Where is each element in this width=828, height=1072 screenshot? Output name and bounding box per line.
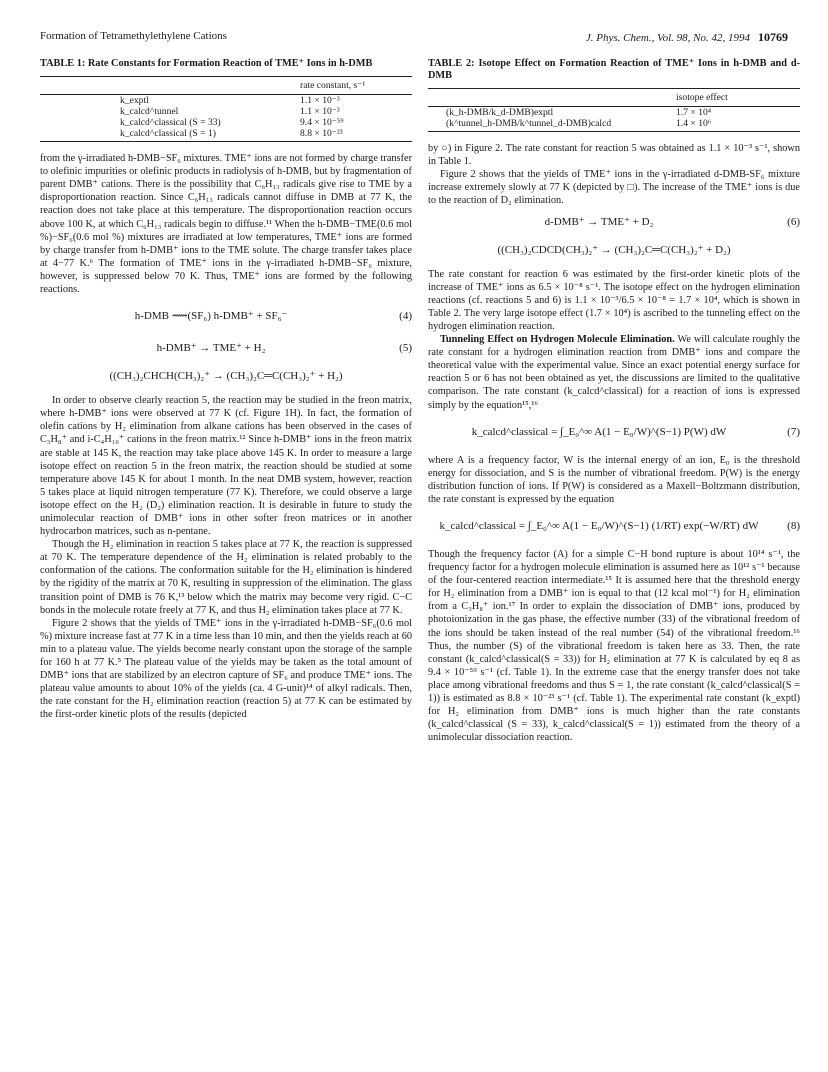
- journal-citation: J. Phys. Chem., Vol. 98, No. 42, 1994 10769: [585, 30, 788, 44]
- table-row: (k^tunnel_h-DMB/k^tunnel_d-DMB)calcd 1.4 × 10⁶: [428, 118, 800, 132]
- table2-caption: TABLE 2: Isotope Effect on Formation Reaction of TME⁺ Ions in h-DMB and d-DMB: [428, 58, 800, 81]
- paragraph: from the γ-irradiated h-DMB−SF₆ mixtures. TME⁺ ions are not formed by charge transfer to olefinic impurities or olefinic products in radiolysis of h-DMB, but by fragmentation of parent DMB⁺ cations. There is the possibility that C₆H₁₃ radicals give rise to TME by a disproportionation reaction. Since C₆H₁₃ radicals cannot diffuse in DMB at 77 K, the reaction does not take place at this temperature. The disproportionation reaction occurs above 100 K, at which C₆H₁₃ radicals begin to diffuse.¹¹ When the h-DMB−TME(0.6 mol %)−SF₆(0.6 mol %) mixtures are irradiated at low temperatures, TME⁺ ions are formed by charge transfer from h-DMB⁺ ions to the TME solute. The charge transfer takes place at 4−77 K.⁶ The formation of TME⁺ ions in the γ-irradiated h-DMB−SF₆ mixture, however, is suppressed below 70 K. Thus, TME⁺ ions are formed by the following reactions.: [40, 153, 412, 296]
- equation-number: (8): [787, 519, 800, 532]
- equation-number: (7): [787, 425, 800, 438]
- equation-number: (5): [399, 342, 412, 355]
- equation-6-structure: ((CH₃)₂CDCD(CH₃)₂⁺ → (CH₃)₂C═C(CH₃)₂⁺ + D₂): [497, 243, 731, 256]
- table-row: (k_h-DMB/k_d-DMB)exptl 1.7 × 10⁴: [446, 107, 712, 119]
- paragraph: Tunneling Effect on Hydrogen Molecule Elimination. We will calculate roughly the rate constant for a hydrogen elimination reaction from DMB⁺ ions and compare the theoretical value with the experimental value. Since an exact potential energy surface for reaction 5 or 6 has not been obtained as yet, the discussions are limited to the qualitative comparison. The rate constant (k_calcd^classical) for a reaction of ions is expressed simply by the equation¹⁵,¹⁶: [428, 334, 801, 411]
- paragraph: where A is a frequency factor, W is the internal energy of an ion, E₀ is the threshold energy for dissociation, and S is the number of vibrational freedom. P(W) is the energy distribution function of ions. If P(W) is considered as a Maxell−Boltzmann distribution, the rate constant is expressed by the equation: [428, 454, 800, 505]
- left-column: [40, 58, 412, 721]
- paragraph: In order to observe clearly reaction 5, the reaction may be studied in the freon matrix, where h-DMB⁺ ions were observed at 77 K (cf. Figure 1H). In fact, the formation of olefin cations by H₂ elimination from alkane cations has been observed in the cases of C₃H₈⁺ and i-C₄H₁₀⁺ cations in the freon matrix.¹² Since h-DMB⁺ ions in the freon matrix are stable at 145 K, the reaction may take place above 145 K. In order to measure a large isotope effect on reaction 5 in the freon matrix, the reaction should be studied at some temperature above 145 K for about 1 month. In the neat DMB system, however, reaction 5 takes place at liquid nitrogen temperature (77 K). Therefore, we could observe a large isotope effect on the H₂ (D₂) elimination reaction. It is desirable in future to study the unimolecular reaction of DMB⁺ ions in other softer freon matrices or in another hydrocarbon matrices, such as n-pentane.: [40, 395, 412, 538]
- section-heading: Tunneling Effect on Hydrogen Molecule Elimination.: [440, 334, 675, 346]
- paragraph: Figure 2 shows that the yields of TME⁺ ions in the γ-irradiated h-DMB−SF₆(0.6 mol %) mixture increase fast at 77 K in a time less than 10 min, and then the yields reach at 60 min to a plateau value. The yields become nearly constant upon the storage of the sample for 160 h at 77 K.⁵ The plateau value of the yields may be taken as the total amount of DMB⁺ ions that are stabilized by an electron capture of SF₆ and produce TME⁺ ions. The plateau value amounts to about 10% of the yields (ca. 4 G-unit)¹⁴ of alkyl radicals. Then, the rate constant for the H₂ elimination reaction (reaction 5) at 77 K can be estimated by the first-order kinetic plots of the results (depicted: [40, 617, 413, 721]
- table1: [40, 76, 412, 142]
- equation-number: (6): [787, 215, 800, 228]
- equation-6: d-DMB⁺ → TME⁺ + D₂ (6): [544, 215, 800, 228]
- table2: [428, 88, 800, 132]
- equation-7: k_calcd^classical = ∫_E₀^∞ A(1 − E₀/W)^(S−1) P(W) dW (7): [471, 425, 800, 438]
- equation-number: (4): [399, 310, 412, 323]
- table1-column-header: rate constant, s⁻¹: [300, 77, 412, 95]
- paragraph: Figure 2 shows that the yields of TME⁺ ions in the γ-irradiated d-DMB-SF₆ mixture increase extremely slowly at 77 K (depicted by □). The increase of the TME⁺ ions is due to the reaction of D₂ elimination.: [428, 169, 800, 207]
- table-row: k_calcd^tunnel 1.1 × 10⁻³: [120, 106, 340, 118]
- equation-5: h-DMB⁺ → TME⁺ + H₂ (5): [156, 342, 412, 355]
- running-header: [40, 30, 788, 46]
- right-column: [428, 58, 800, 744]
- equation-4: h-DMB ⟿(SF₆) h-DMB⁺ + SF₆⁻ (4): [134, 310, 412, 323]
- equation-5-structure: ((CH₃)₂CHCH(CH₃)₂⁺ → (CH₃)₂C═C(CH₃)₂⁺ + H₂): [109, 370, 343, 383]
- table2-caption-text: Isotope Effect on Formation Reaction of TME⁺ Ions in h-DMB and d-DMB: [428, 58, 800, 81]
- table-row: k_exptl 1.1 × 10⁻³: [120, 95, 340, 107]
- page-number: 10769: [758, 30, 788, 44]
- paragraph: by ○) in Figure 2. The rate constant for reaction 5 was obtained as 1.1 × 10⁻³ s⁻¹, shown in Table 1.: [428, 143, 800, 168]
- table1-caption-text: Rate Constants for Formation Reaction of TME⁺ Ions in h-DMB: [87, 58, 373, 69]
- paragraph: Though the H₂ elimination in reaction 5 takes place at 77 K, the reaction is suppressed at 70 K. The temperature dependence of the H₂ elimination is related probably to the conformation of the cations. The conformation suitable for the H₂ elimination is hindered by the rigidity of the matrix at 70 K, resulting in suppression of the elimination. The glass transition point of DMB is 76 K,¹³ below which the matrix may become very rigid. C−C bonds in the molecule rotate freely at 77 K, and thus H₂ elimination takes place at 77 K.: [40, 539, 412, 616]
- table-row: k_calcd^classical (S = 33) 9.4 × 10⁻⁵⁹: [120, 117, 344, 129]
- table2-column-header: isotope effect: [676, 89, 800, 107]
- equation-8: k_calcd^classical = ∫_E₀^∞ A(1 − E₀/W)^(S−1) (1/RT) exp(−W/RT) dW (8): [439, 519, 800, 532]
- paragraph: Though the frequency factor (A) for a simple C−H bond rupture is about 10¹⁴ s⁻¹, the frequency factor for a hydrogen molecule elimination is assumed here as 10¹² s⁻¹ because of the four-centered reaction intermediate.¹⁵ It is assumed here that the threshold energy for H₂ elimination from a DMB⁺ ion is equal to that (12 kcal mol⁻¹) for H₂ elimination from a C₃H₈⁺ ion.¹⁷ In order to explain the dissociation of DMB⁺ ions, produced by photoionization in the gas phase, the effective number (33) of the vibrational freedom of the ions should be taken instead of the real number (54) of the vibrational freedom.¹⁶ Thus, the number (S) of the vibrational freedom is taken here as 33. Then, the rate constant (k_calcd^classical(S = 33)) for H₂ elimination at 77 K is calculated by eq 8 as 9.4 × 10⁻⁵⁹ s⁻¹ (cf. Table 1). In the extreme case that the energy transfer does not take place among vibrational freedoms and thus S = 1, the rate constant (k_calcd^classical(S = 1)) is estimated as 8.8 × 10⁻²³ s⁻¹ (cf. Table 1). The experimental rate constant (k_exptl) for H₂ elimination from DMB⁺ ions is much higher than the rate constants (k_calcd^classical (S = 33), k_calcd^classical(S = 1)) estimated from the theory of a unimolecular dissociation reaction.: [428, 548, 800, 744]
- table1-caption: TABLE 1: Rate Constants for Formation Reaction of TME⁺ Ions in h-DMB: [40, 58, 373, 69]
- paragraph: The rate constant for reaction 6 was estimated by the first-order kinetic plots of the increase of TME⁺ ions as 6.5 × 10⁻⁸ s⁻¹. The isotope effect on the hydrogen elimination reactions (cf. reactions 5 and 6) is 1.1 × 10⁻³/6.5 × 10⁻⁸ = 1.7 × 10⁴, which is shown in Table 2. The very large isotope effect (1.7 × 10⁴) is ascribed to the tunneling effect on the hydrogen elimination reaction.: [428, 268, 800, 332]
- running-title: Formation of Tetramethylethylene Cations: [40, 30, 227, 42]
- table-row: k_calcd^classical (S = 1) 8.8 × 10⁻²³: [40, 128, 412, 142]
